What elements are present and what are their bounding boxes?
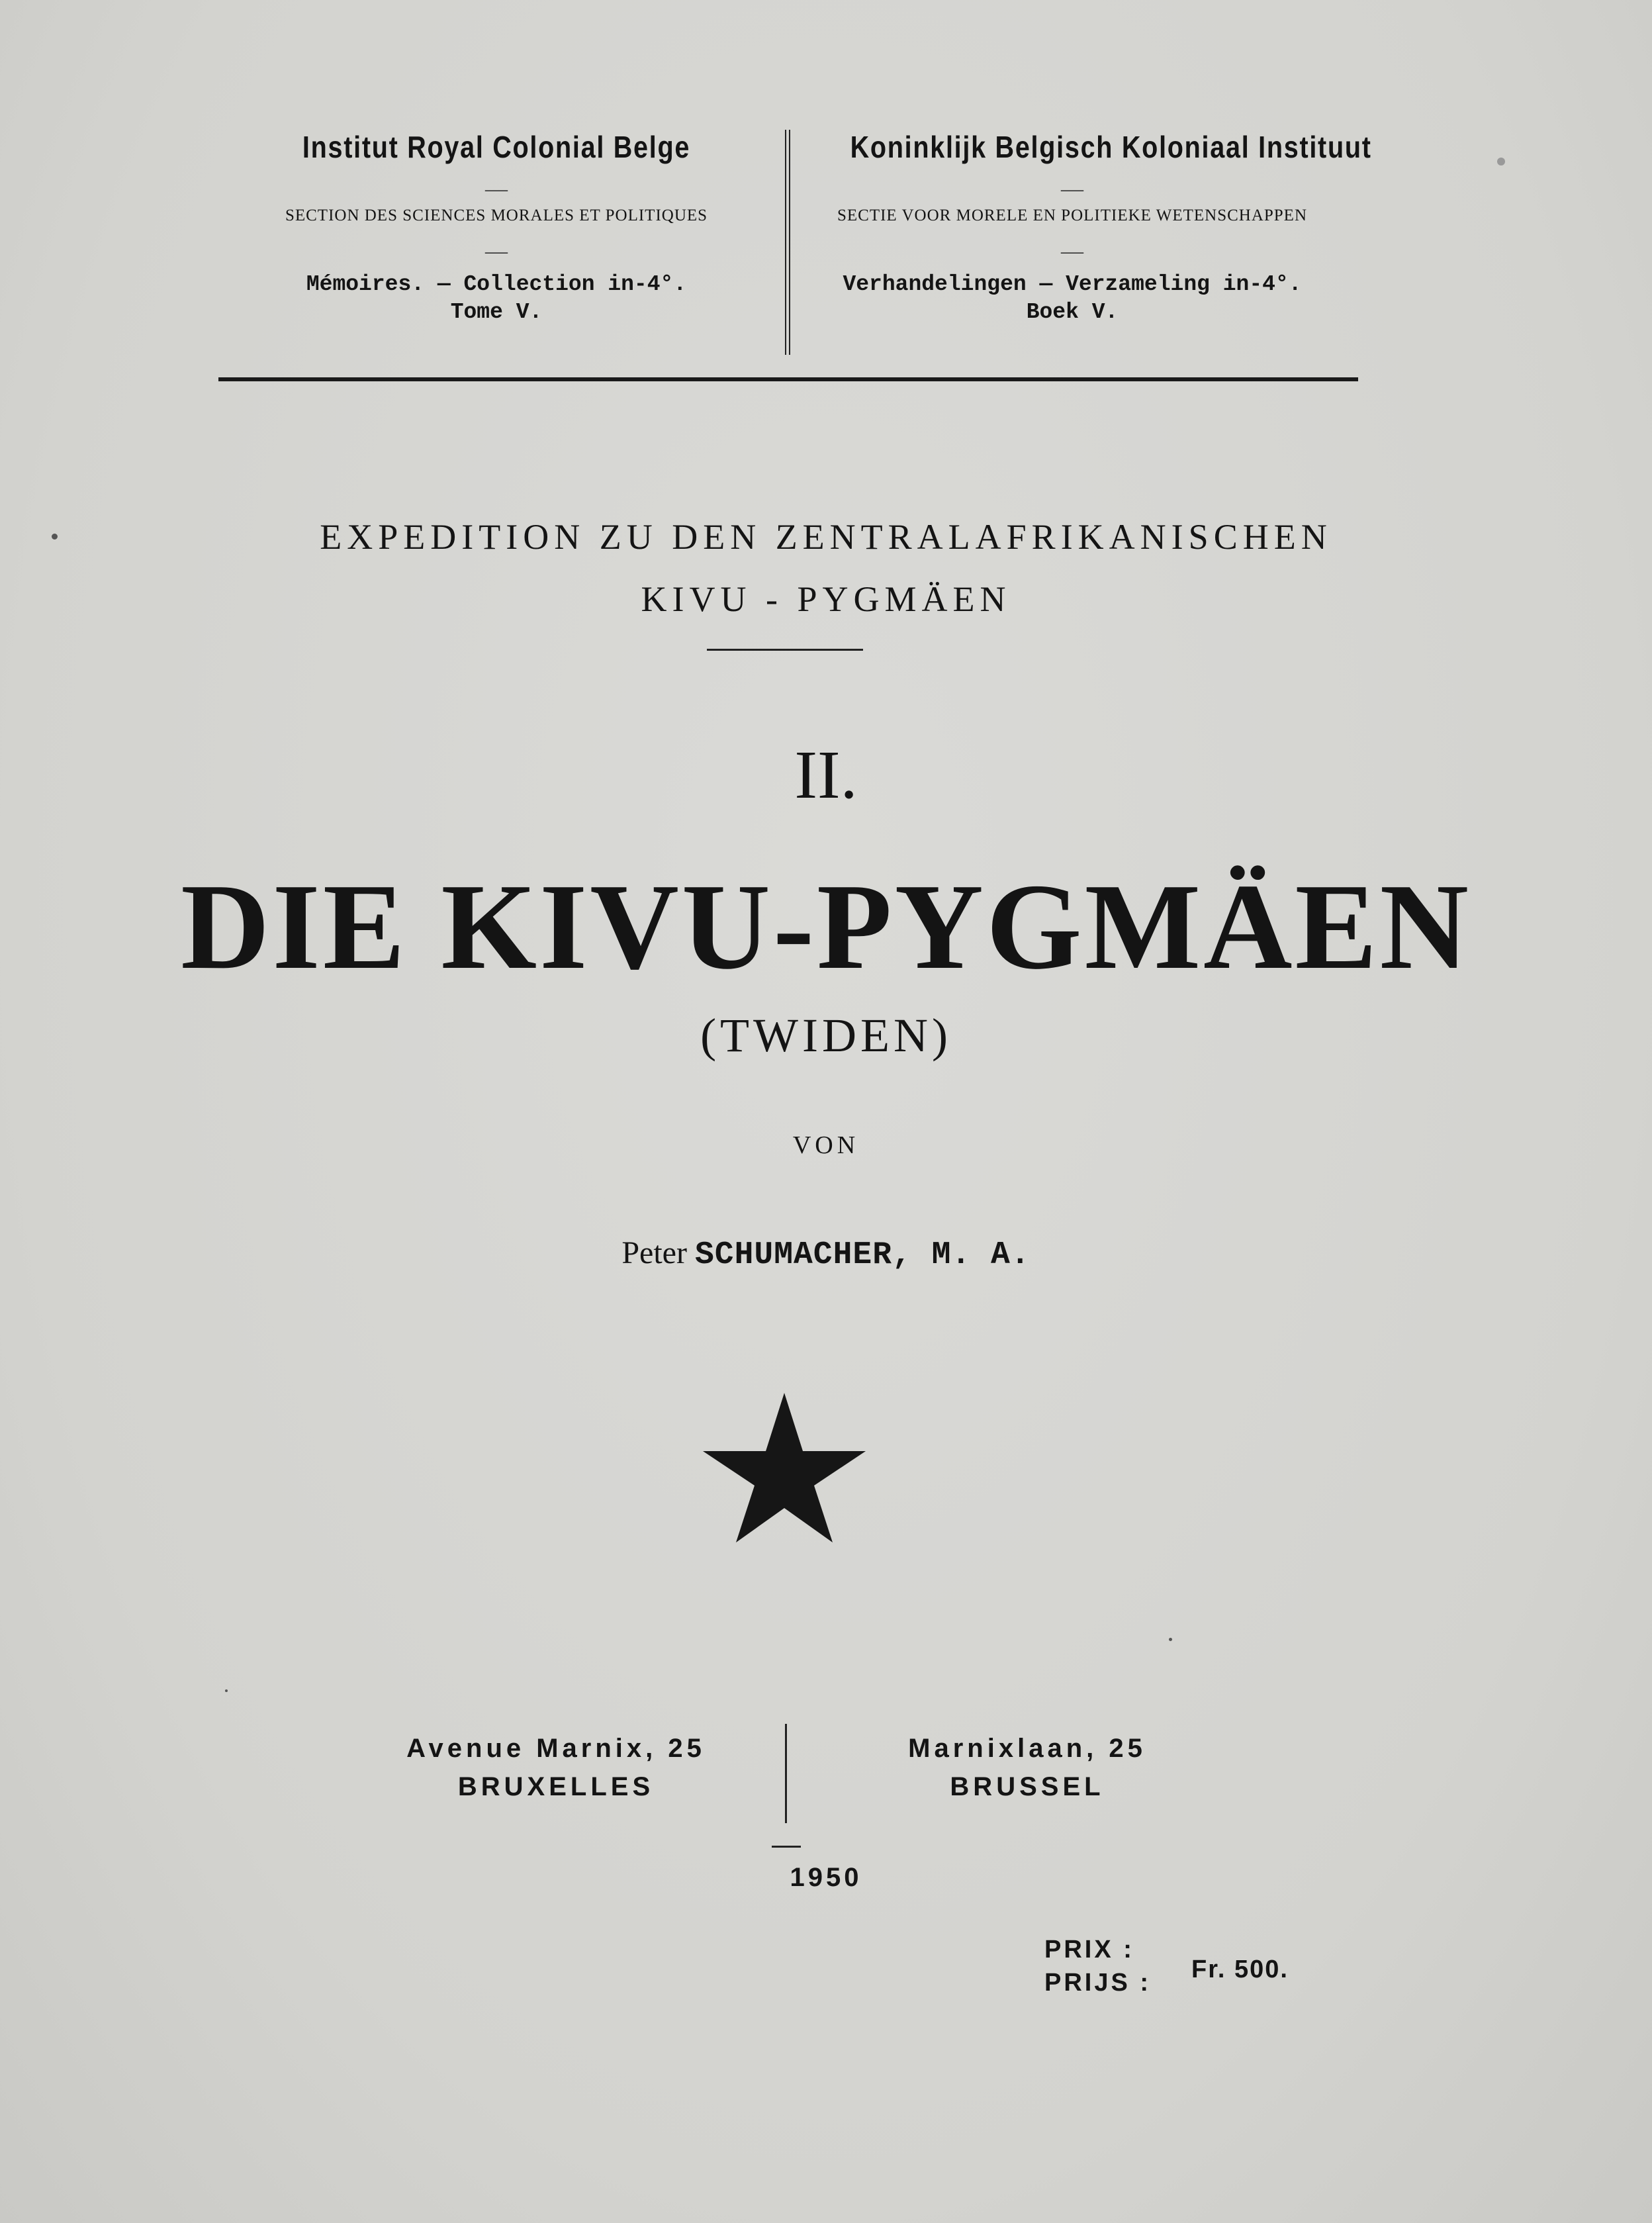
header-dash: — xyxy=(1061,239,1083,263)
author-surname: SCHUMACHER, M. A. xyxy=(694,1237,1031,1273)
price-label-nl: PRIJS : xyxy=(1044,1969,1152,1997)
year-divider xyxy=(772,1846,801,1848)
address-divider xyxy=(785,1724,787,1823)
paper-speck xyxy=(225,1689,228,1692)
author-name xyxy=(0,1230,1652,1278)
series-nl: Verhandelingen — Verzameling in-4°. xyxy=(843,272,1302,297)
star-icon xyxy=(703,1393,866,1542)
price-value: Fr. 500. xyxy=(1191,1956,1289,1983)
header-dash: — xyxy=(1061,177,1083,201)
header-left-column xyxy=(238,127,755,326)
paper-speck xyxy=(1497,158,1505,166)
section-name-fr: SECTION DES SCIENCES MORALES ET POLITIQUES xyxy=(285,207,708,224)
paper-speck xyxy=(52,534,58,540)
title-divider xyxy=(707,649,863,651)
tome-nl: Boek V. xyxy=(1026,300,1119,324)
city-fr: BRUXELLES xyxy=(457,1772,655,1801)
address-right xyxy=(829,1729,1226,1806)
city-nl: BRUSSEL xyxy=(950,1772,1105,1801)
expedition-title-line-1: EXPEDITION ZU DEN ZENTRALAFRIKANISCHEN xyxy=(320,517,1332,557)
street-nl: Marnixlaan, 25 xyxy=(908,1734,1146,1763)
subtitle: (TWIDEN) xyxy=(700,1009,952,1062)
institute-name-fr: Institut Royal Colonial Belge xyxy=(302,130,691,164)
section-name-nl: SECTIE VOOR MORELE EN POLITIEKE WETENSCHAPPEN xyxy=(837,207,1308,224)
header-divider xyxy=(785,130,790,355)
author-given-name: Peter xyxy=(621,1235,687,1270)
author-preposition: VON xyxy=(792,1131,860,1159)
price-label-fr: PRIX : xyxy=(1044,1936,1134,1963)
header-right-column xyxy=(814,127,1372,326)
series-fr: Mémoires. — Collection in-4°. xyxy=(306,272,687,297)
header-dash: — xyxy=(485,239,508,263)
address-left xyxy=(357,1729,755,1806)
institute-name-nl: Koninklijk Belgisch Koloniaal Instituut xyxy=(850,130,1372,164)
expedition-title-line-2: KIVU - PYGMÄEN xyxy=(641,579,1011,619)
header-rule xyxy=(218,377,1358,381)
header-dash: — xyxy=(485,177,508,201)
main-title: DIE KIVU-PYGMÄEN xyxy=(181,859,1471,995)
volume-number: II. xyxy=(794,737,858,813)
publication-year: 1950 xyxy=(790,1863,862,1892)
paper-speck xyxy=(1169,1638,1172,1641)
tome-fr: Tome V. xyxy=(450,300,543,324)
price-labels xyxy=(1044,1933,1151,1999)
street-fr: Avenue Marnix, 25 xyxy=(406,1734,706,1763)
